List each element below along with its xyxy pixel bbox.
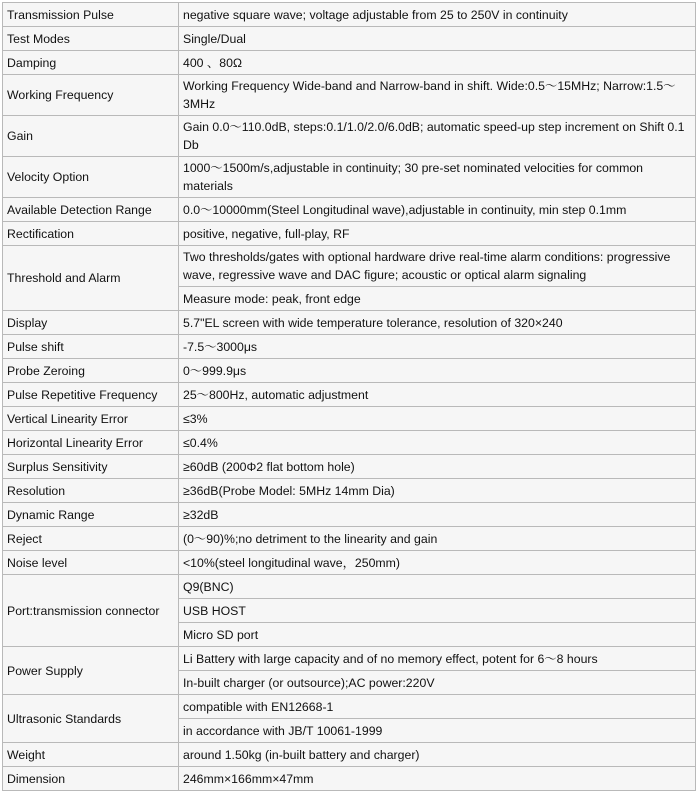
spec-row — [3, 503, 696, 527]
spec-value: around 1.50kg (in-built battery and charger) — [179, 743, 696, 767]
spec-row — [3, 51, 696, 75]
spec-value: 1000～1500m/s,adjustable in continuity; 30 pre-set nominated velocities for common materials — [179, 157, 696, 198]
spec-label: Port:transmission connector — [3, 575, 179, 647]
spec-row — [3, 311, 696, 335]
spec-label: Transmission Pulse — [3, 3, 179, 27]
spec-label: Display — [3, 311, 179, 335]
spec-value: ≥60dB (200Φ2 flat bottom hole) — [179, 455, 696, 479]
spec-label: Reject — [3, 527, 179, 551]
spec-label: Ultrasonic Standards — [3, 695, 179, 743]
spec-label: Surplus Sensitivity — [3, 455, 179, 479]
spec-value: Two thresholds/gates with optional hardware drive real-time alarm conditions: progressive wave, regressive wave and DAC figure; acoustic or optical alarm signaling — [179, 246, 696, 287]
spec-row — [3, 3, 696, 27]
spec-row — [3, 198, 696, 222]
spec-value: in accordance with JB/T 10061-1999 — [179, 719, 696, 743]
spec-value: 25～800Hz, automatic adjustment — [179, 383, 696, 407]
spec-label: Probe Zeroing — [3, 359, 179, 383]
spec-value: Working Frequency Wide-band and Narrow-band in shift. Wide:0.5～15MHz; Narrow:1.5～3MHz — [179, 75, 696, 116]
spec-value: USB HOST — [179, 599, 696, 623]
spec-value: ≤0.4% — [179, 431, 696, 455]
spec-row — [3, 527, 696, 551]
spec-row — [3, 27, 696, 51]
spec-table-body — [3, 3, 696, 791]
spec-row — [3, 767, 696, 791]
spec-label: Working Frequency — [3, 75, 179, 116]
spec-value: Gain 0.0～110.0dB, steps:0.1/1.0/2.0/6.0dB; automatic speed-up step increment on Shift 0.1 Db — [179, 116, 696, 157]
spec-label: Gain — [3, 116, 179, 157]
spec-value: 0.0～10000mm(Steel Longitudinal wave),adjustable in continuity, min step 0.1mm — [179, 198, 696, 222]
spec-label: Vertical Linearity Error — [3, 407, 179, 431]
spec-value: <10%(steel longitudinal wave，250mm) — [179, 551, 696, 575]
spec-value: (0～90)%;no detriment to the linearity and gain — [179, 527, 696, 551]
spec-row — [3, 479, 696, 503]
spec-row — [3, 157, 696, 198]
spec-label: Dynamic Range — [3, 503, 179, 527]
spec-value: Measure mode: peak, front edge — [179, 287, 696, 311]
spec-value: compatible with EN12668-1 — [179, 695, 696, 719]
spec-label: Available Detection Range — [3, 198, 179, 222]
spec-value: positive, negative, full-play, RF — [179, 222, 696, 246]
spec-label: Velocity Option — [3, 157, 179, 198]
spec-row — [3, 551, 696, 575]
spec-value: Single/Dual — [179, 27, 696, 51]
spec-label: Test Modes — [3, 27, 179, 51]
spec-label: Horizontal Linearity Error — [3, 431, 179, 455]
spec-label: Resolution — [3, 479, 179, 503]
spec-row — [3, 455, 696, 479]
spec-row — [3, 695, 696, 719]
spec-label: Weight — [3, 743, 179, 767]
spec-value: 0～999.9μs — [179, 359, 696, 383]
spec-label: Threshold and Alarm — [3, 246, 179, 311]
spec-label: Noise level — [3, 551, 179, 575]
spec-row — [3, 431, 696, 455]
spec-row — [3, 222, 696, 246]
spec-value: ≤3% — [179, 407, 696, 431]
spec-value: -7.5～3000μs — [179, 335, 696, 359]
spec-value: 5.7"EL screen with wide temperature tolerance, resolution of 320×240 — [179, 311, 696, 335]
spec-value: Li Battery with large capacity and of no memory effect, potent for 6～8 hours — [179, 647, 696, 671]
spec-row — [3, 246, 696, 287]
spec-row — [3, 407, 696, 431]
spec-value: ≥32dB — [179, 503, 696, 527]
spec-value: 400 、80Ω — [179, 51, 696, 75]
spec-row — [3, 743, 696, 767]
spec-row — [3, 359, 696, 383]
spec-label: Damping — [3, 51, 179, 75]
spec-label: Rectification — [3, 222, 179, 246]
spec-row — [3, 647, 696, 671]
spec-value: In-built charger (or outsource);AC power:220V — [179, 671, 696, 695]
spec-label: Power Supply — [3, 647, 179, 695]
spec-label: Pulse Repetitive Frequency — [3, 383, 179, 407]
spec-value: 246mm×166mm×47mm — [179, 767, 696, 791]
spec-row — [3, 75, 696, 116]
spec-row — [3, 383, 696, 407]
spec-label: Dimension — [3, 767, 179, 791]
spec-value: negative square wave; voltage adjustable from 25 to 250V in continuity — [179, 3, 696, 27]
spec-value: Q9(BNC) — [179, 575, 696, 599]
spec-value: ≥36dB(Probe Model: 5MHz 14mm Dia) — [179, 479, 696, 503]
spec-row — [3, 575, 696, 599]
spec-row — [3, 116, 696, 157]
spec-row — [3, 335, 696, 359]
spec-table — [2, 2, 696, 791]
spec-value: Micro SD port — [179, 623, 696, 647]
spec-label: Pulse shift — [3, 335, 179, 359]
